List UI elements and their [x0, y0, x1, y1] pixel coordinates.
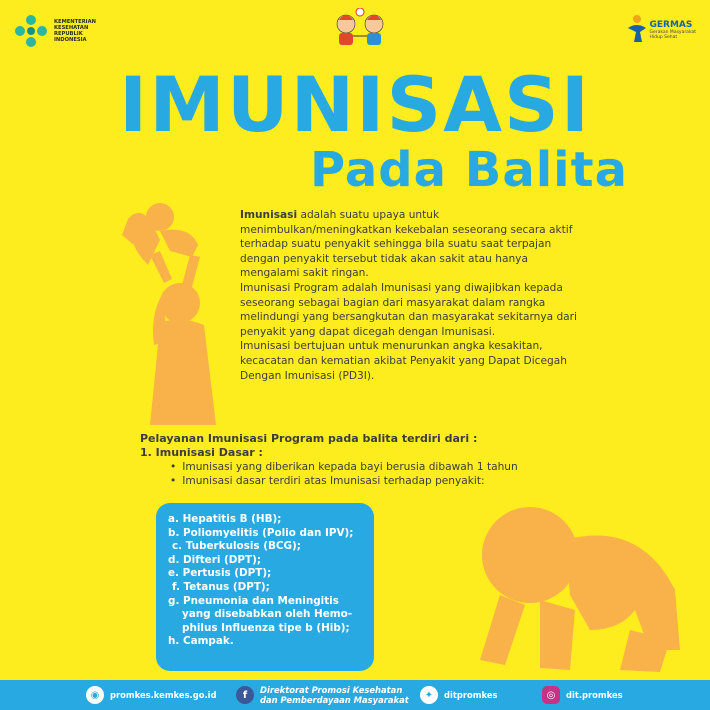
- disease-list: [156, 503, 374, 649]
- intro-paragraph-2: Imunisasi Program adalah Imunisasi yang diwajibkan kepada seseorang sebagai bagian dari masyarakat dalam rangka melindungi yang bersangkutan dan masyarakat sekitarnya dari penyakit yang dapat dicegah dengan Imunisasi.: [240, 281, 577, 338]
- intro-paragraph-1-rest: adalah suatu upaya untuk menimbulkan/meningkatkan kekebalan seseorang secara aktif terhadap suatu penyakit sehingga bila suatu saat terpajan dengan penyakit tersebut tidak akan sakit atau hanya mengalami sakit ringan.: [240, 209, 573, 280]
- twitter-text: ditpromkes: [444, 690, 498, 700]
- disease-list-box: [156, 503, 374, 671]
- page-title: IMUNISASI: [118, 60, 592, 149]
- germas-title: GERMAS: [649, 20, 693, 30]
- footer-instagram[interactable]: [542, 686, 623, 704]
- disease-item: b. Poliomyelitis (Polio dan IPV);: [168, 526, 354, 539]
- facebook-icon: f: [236, 686, 254, 704]
- program-subheading: 1. Imunisasi Dasar :: [140, 446, 263, 459]
- germas-figure-icon: [626, 14, 648, 44]
- disease-item: g. Pneumonia dan Meningitis: [168, 594, 339, 607]
- program-heading: Pelayanan Imunisasi Program pada balita terdiri dari :: [140, 432, 478, 445]
- intro-bold-term: Imunisasi: [240, 209, 298, 221]
- facebook-line-1: Direktorat Promosi Kesehatan: [260, 685, 403, 695]
- mother-baby-silhouette-icon: [120, 195, 240, 425]
- children-mascot-icon: [330, 8, 390, 50]
- footer-facebook[interactable]: [236, 685, 409, 705]
- germas-subtitle-2: Hidup Sehat: [649, 35, 678, 40]
- bullet-item: • Imunisasi dasar terdiri atas Imunisasi terhadap penyakit:: [170, 474, 590, 488]
- footer-bar: [0, 680, 710, 710]
- facebook-text: [260, 685, 409, 705]
- disease-item: f. Tetanus (DPT);: [172, 580, 270, 593]
- disease-item: philus Influenza tipe b (Hib);: [182, 621, 350, 634]
- crawling-baby-silhouette-icon: [390, 500, 690, 680]
- program-bullets: [140, 460, 590, 488]
- germas-subtitle-1: Gerakan Masyarakat: [649, 30, 696, 35]
- disease-item: d. Difteri (DPT);: [168, 553, 262, 566]
- intro-text: [240, 208, 585, 383]
- intro-paragraph-3: Imunisasi bertujuan untuk menurunkan angka kesakitan, kecacatan dan kematian akibat Penyakit yang Dapat Dicegah Dengan Imunisasi (PD3I).: [240, 340, 567, 382]
- twitter-icon: ✦: [420, 686, 438, 704]
- kemenkes-emblem-icon: [14, 14, 48, 48]
- disease-item: h. Campak.: [168, 635, 234, 648]
- globe-icon: ◉: [86, 686, 104, 704]
- intro-paragraph-1: [240, 208, 585, 281]
- disease-item: e. Pertusis (DPT);: [168, 567, 272, 580]
- page-subtitle: Pada Balita: [310, 142, 628, 198]
- footer-website[interactable]: [86, 686, 217, 704]
- footer-twitter[interactable]: [420, 686, 497, 704]
- program-section: [140, 432, 590, 488]
- kemenkes-logo: [14, 14, 114, 48]
- disease-item: c. Tuberkulosis (BCG);: [172, 540, 301, 553]
- instagram-icon: ◎: [542, 686, 560, 704]
- website-text: promkes.kemkes.go.id: [110, 690, 217, 700]
- facebook-line-2: dan Pemberdayaan Masyarakat: [260, 695, 409, 705]
- disease-item: yang disebabkan oleh Hemo-: [182, 608, 353, 621]
- bullet-item: • Imunisasi yang diberikan kepada bayi berusia dibawah 1 tahun: [170, 460, 590, 474]
- germas-logo: [626, 14, 697, 44]
- ministry-name: KEMENTERIAN KESEHATAN REPUBLIK INDONESIA: [54, 19, 96, 43]
- instagram-text: dit.promkes: [566, 690, 623, 700]
- disease-item: a. Hepatitis B (HB);: [168, 513, 282, 525]
